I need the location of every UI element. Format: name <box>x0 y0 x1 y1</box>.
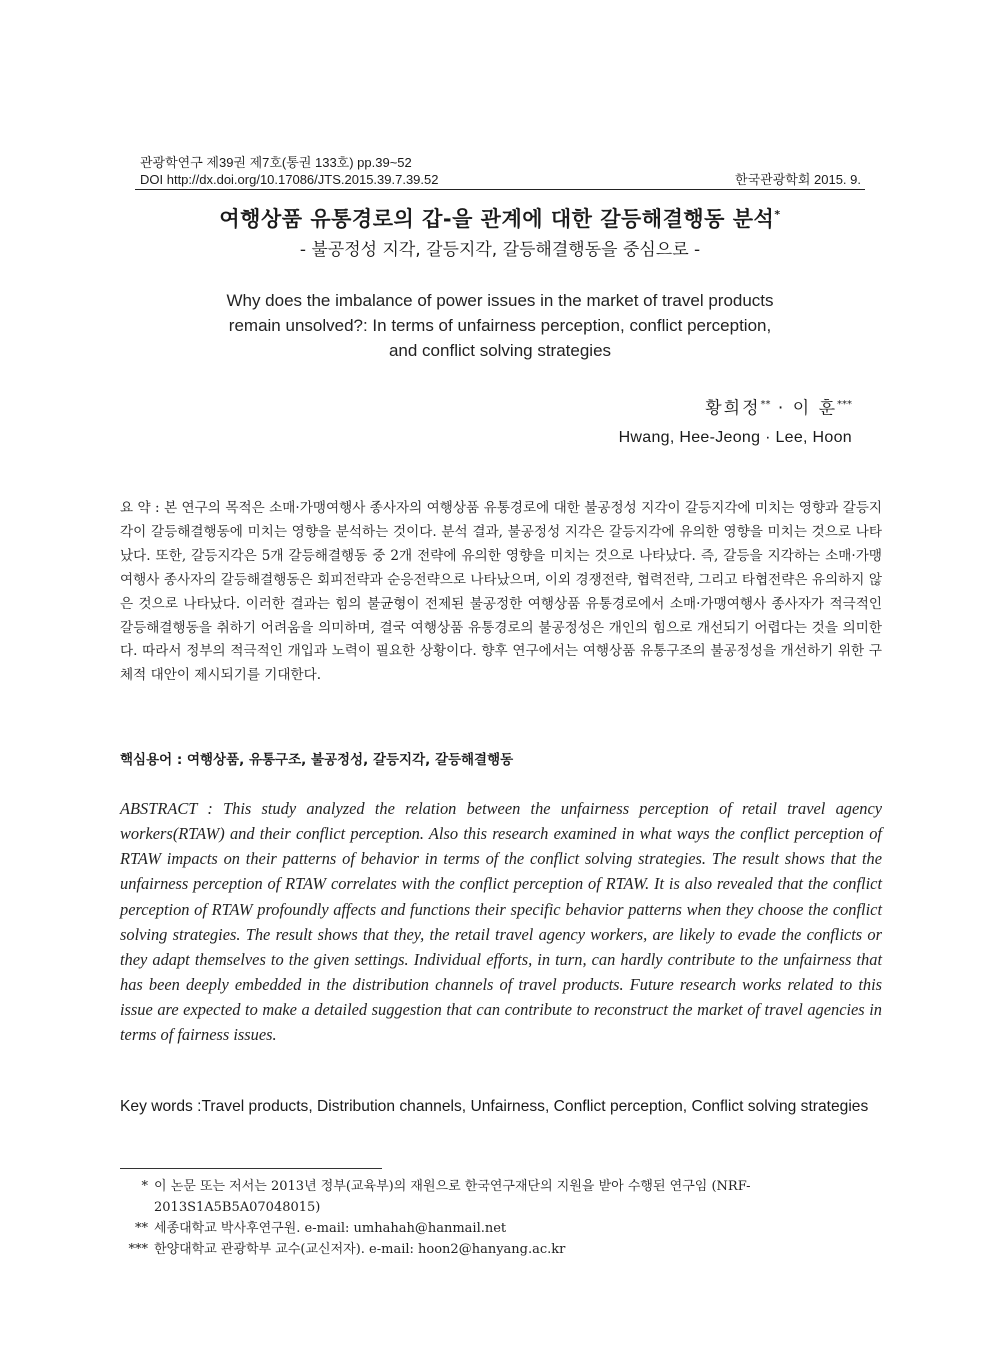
footnote-text: 세종대학교 박사후연구원. e-mail: umhahah@hanmail.net <box>154 1221 507 1236</box>
title-block <box>120 200 880 363</box>
author2-mark: *** <box>837 399 852 410</box>
footnote-divider <box>120 1168 382 1169</box>
korean-title-text: 여행상품 유통경로의 갑-을 관계에 대한 갈등해결행동 분석 <box>219 207 775 231</box>
journal-header <box>140 154 861 188</box>
korean-keywords-label: 핵심용어 : <box>120 752 187 768</box>
english-keywords <box>120 1095 882 1119</box>
doi-link[interactable]: DOI http://dx.doi.org/10.17086/JTS.2015.39.7.39.52 <box>140 172 439 187</box>
footnote-item <box>120 1218 882 1239</box>
english-abstract-label: ABSTRACT : <box>120 799 224 818</box>
footnote-text: 이 논문 또는 저서는 2013년 정부(교육부)의 재원으로 한국연구재단의 지원을 받아 수행된 연구임 (NRF-2013S1A5B5A07048015) <box>154 1179 751 1215</box>
korean-abstract-text: 본 연구의 목적은 소매·가맹여행사 종사자의 여행상품 유통경로에 대한 불공정성 지각이 갈등지각에 미치는 영향과 갈등지각이 갈등해결행동에 미치는 영향을 분석하는 것이다. 분석 결과, 불공정성 지각은 갈등지각에 유의한 영향을 미치는 것으로 나타났다. 또한, 갈등지각은 5개 갈등해결행동 중 2개 전략에 유의한 영향을 미치는 것으로 나타났다. 즉, 갈등을 지각하는 소매·가맹여행사 종사자의 갈등해결행동은 회피전략과 순응전략으로 나타났으며, 이외 경쟁전략, 협력전략, 그리고 타협전략은 유의하지 않은 것으로 나타났다. 이러한 결과는 힘의 불균형이 전제된 불공정한 여행상품 유통경로에서 소매·가맹여행사 종사자가 적극적인 갈등해결행동을 취하기 어려움을 의미하며, 결국 여행상품 유통경로의 불공정성은 개인의 힘으로 개선되기 어렵다는 것을 의미한다. 따라서 정부의 적극적인 개입과 노력이 필요한 상황이다. 향후 연구에서는 여행상품 유통구조의 불공정성을 개선하기 위한 구체적 대안이 제시되기를 기대한다. <box>120 500 882 684</box>
english-title <box>120 288 880 363</box>
korean-keywords-text: 여행상품, 유통구조, 불공정성, 갈등지각, 갈등해결행동 <box>186 752 514 768</box>
title-footnote-mark: * <box>774 208 781 221</box>
korean-abstract <box>120 497 882 688</box>
english-title-line: Why does the imbalance of power issues in the market of travel products <box>226 291 774 310</box>
korean-title <box>120 200 880 234</box>
english-title-line: remain unsolved?: In terms of unfairness perception, conflict perception, <box>228 316 772 335</box>
authors-korean <box>619 391 852 423</box>
korean-subtitle: - 불공정성 지각, 갈등지각, 갈등해결행동을 중심으로 - <box>299 240 701 260</box>
footnote-mark: ** <box>135 1221 148 1236</box>
authors-english: Hwang, Hee-Jeong · Lee, Hoon <box>618 428 852 446</box>
author-separator: · <box>770 398 793 419</box>
publisher-date: 한국관광학회 2015. 9. <box>735 172 861 187</box>
footnotes <box>120 1176 882 1260</box>
english-keywords-text: Travel products, Distribution channels, Unfairness, Conflict perception, Conflict solving strategies <box>201 1098 869 1115</box>
english-abstract <box>120 796 882 1048</box>
journal-citation: 관광학연구 제39권 제7호(통권 133호) pp.39~52 <box>140 155 412 170</box>
author1-name: 황희정 <box>705 398 761 419</box>
korean-abstract-label: 요 약 : <box>120 500 165 516</box>
header-divider <box>135 189 865 190</box>
footnote-item <box>120 1239 882 1260</box>
author2-name: 이 훈 <box>792 398 837 419</box>
english-abstract-text: This study analyzed the relation between the unfairness perception of retail travel agency workers(RTAW) and their conflict perception. Also this research examined in what ways the conflict perception of RTAW impacts on their patterns of behavior in terms of the conflict solving strategies. The result shows that the unfairness perception of RTAW correlates with the conflict perception of RTAW. It is also revealed that the conflict perception of RTAW profoundly affects and functions their specific behavior patterns when they choose the conflict solving strategies. The result shows that they, the retail travel agency workers, are likely to evade the conflicts or they adapt themselves to the given settings. Individual efforts, in turn, can hardly contribute to the unfairness that has been deeply embedded in the distribution channels of travel products. Future research works related to this issue are expected to make a detailed suggestion that can contribute to reconstruct the market of travel agencies in terms of fairness issues. <box>120 799 882 1045</box>
footnote-text: 한양대학교 관광학부 교수(교신저자). e-mail: hoon2@hanyang.ac.kr <box>154 1242 566 1257</box>
footnote-mark: *** <box>128 1242 148 1257</box>
korean-keywords <box>120 749 882 771</box>
footnote-mark: * <box>141 1179 148 1194</box>
author1-mark: ** <box>760 399 771 410</box>
authors-block <box>619 391 852 451</box>
english-keywords-label: Key words : <box>120 1098 202 1115</box>
english-title-line: and conflict solving strategies <box>388 341 612 360</box>
footnote-item <box>120 1176 882 1218</box>
